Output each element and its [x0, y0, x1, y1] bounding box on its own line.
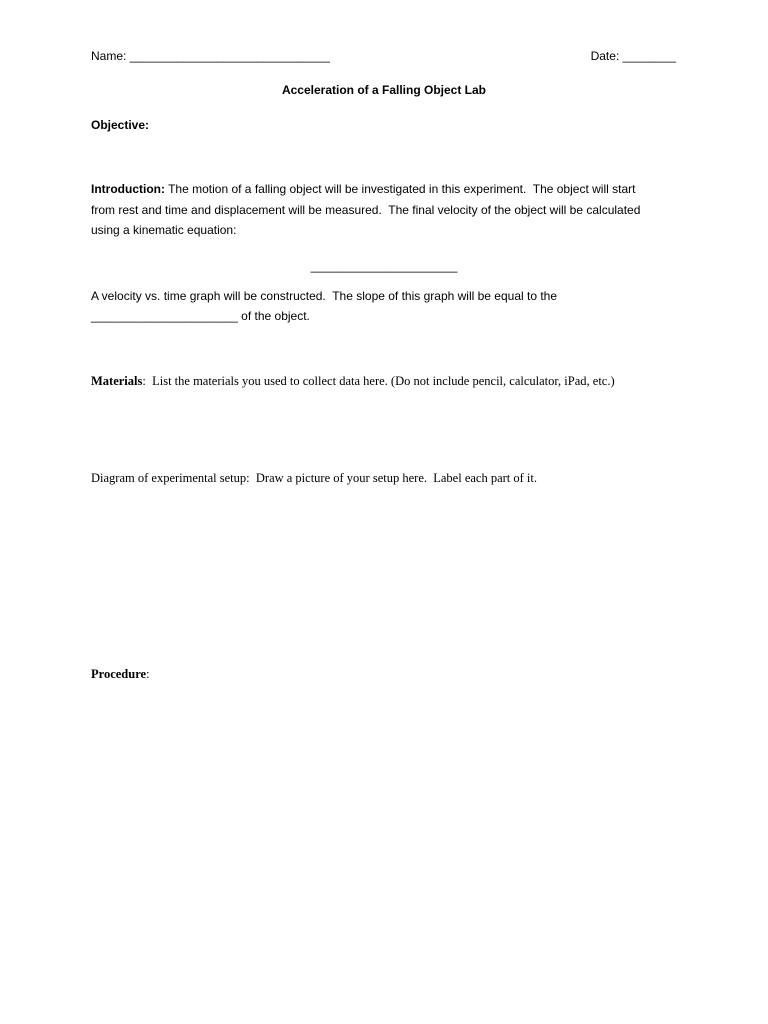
- procedure-section: [91, 664, 150, 684]
- page-title: Acceleration of a Falling Object Lab: [281, 83, 487, 97]
- diagram-instructions: Diagram of experimental setup: Draw a picture of your setup here. Label each part of it.: [91, 471, 538, 485]
- procedure-colon: :: [146, 667, 150, 681]
- date-field-line: Date: ________: [590, 49, 676, 63]
- graph-text-line-2: ______________________ of the object.: [91, 309, 310, 323]
- graph-text-line-1: A velocity vs. time graph will be constructed. The slope of this graph will be equal to the: [91, 289, 558, 303]
- materials-heading: Materials: [91, 374, 143, 388]
- introduction-text-1: The motion of a falling object will be investigated in this experiment. The object will start: [164, 182, 636, 196]
- introduction-line-2: from rest and time and displacement will be measured. The final velocity of the object will be calculated: [91, 203, 641, 217]
- introduction-heading: Introduction:: [91, 182, 165, 196]
- materials-section: [91, 371, 615, 391]
- introduction-line-1: [91, 179, 635, 199]
- objective-heading: Objective:: [91, 118, 150, 132]
- equation-blank: ______________________: [310, 259, 458, 273]
- name-field-line: Name: ______________________________: [91, 49, 330, 63]
- materials-instructions: : List the materials you used to collect data here. (Do not include pencil, calculator, iPad, etc.): [142, 374, 615, 388]
- introduction-line-3: using a kinematic equation:: [91, 223, 237, 237]
- procedure-heading: Procedure: [91, 667, 147, 681]
